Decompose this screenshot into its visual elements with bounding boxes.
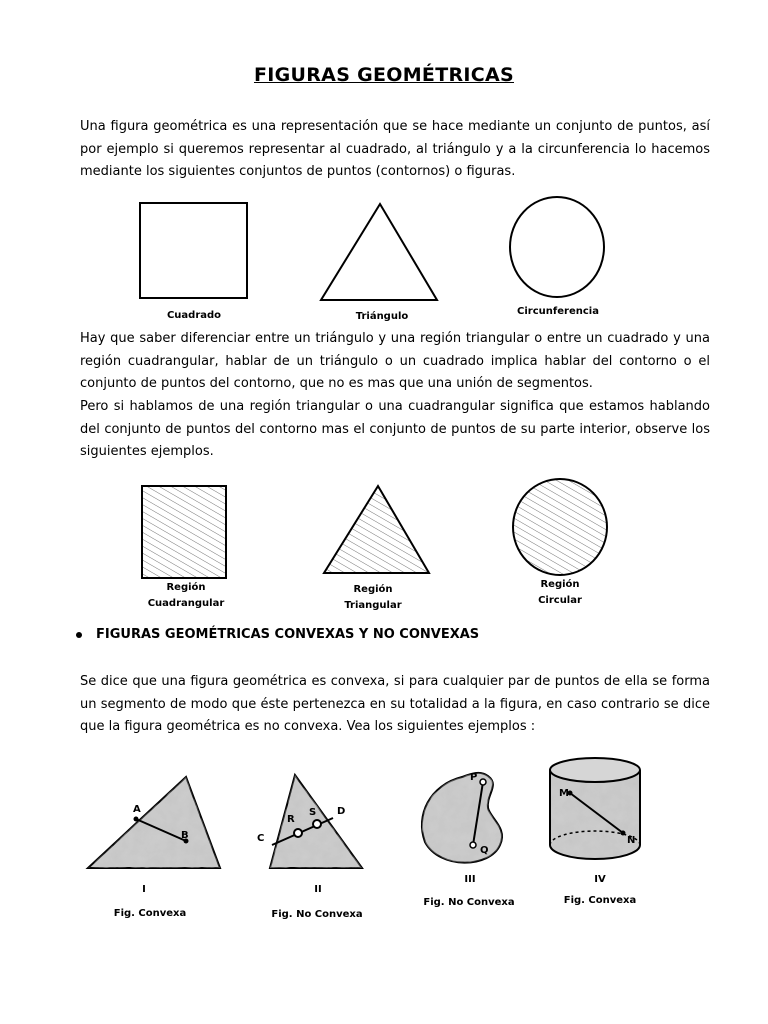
figure-i: [88, 777, 220, 868]
label-line: Triangular: [344, 600, 402, 611]
page-title: FIGURAS GEOMÉTRICAS: [253, 64, 514, 86]
label-line: Cuadrangular: [147, 598, 225, 609]
point-label: B: [181, 830, 189, 841]
label-line: Región: [540, 579, 580, 590]
section-heading: [76, 627, 479, 642]
figure-ii: [270, 775, 362, 868]
figure-caption: Fig. No Convexa: [271, 909, 363, 920]
figure-numeral: I: [142, 884, 146, 895]
point-label: Q: [480, 845, 489, 856]
square-label: Cuadrado: [166, 310, 222, 321]
point-label: S: [309, 807, 317, 818]
triangle-outline: [321, 204, 437, 300]
section-heading-text: FIGURAS GEOMÉTRICAS CONVEXAS Y NO CONVEXAS: [96, 627, 480, 642]
label-line: Región: [353, 584, 393, 595]
figure-numeral: II: [314, 884, 322, 895]
bullet-icon: [76, 632, 82, 638]
figure-caption: Fig. No Convexa: [423, 897, 515, 908]
figure-numeral: IV: [594, 874, 606, 885]
figure-iii: [422, 773, 502, 863]
point-label: N: [627, 835, 636, 846]
figure-caption: Fig. Convexa: [113, 908, 187, 919]
figure-numeral: III: [464, 874, 476, 885]
paragraph-4: Se dice que una figura geométrica es convexa, si para cualquier par de puntos de ella se forma un segmento de modo que éste pertenezca en su totalidad a la figura, en caso contrario se dice que la figura geométrica es no convexa. Vea los siguientes ejemplos :: [80, 674, 710, 734]
square-outline: [140, 203, 247, 298]
triangle-label: Triángulo: [355, 311, 409, 322]
point-label: P: [470, 772, 478, 783]
point-label: A: [133, 804, 141, 815]
intro-paragraph: Una figura geométrica es una representación que se hace mediante un conjunto de puntos, así por ejemplo si queremos representar al cuadrado, al triángulo y a la circunferencia lo hacemos mediante los siguientes conjuntos de puntos (contornos) o figuras.: [80, 119, 710, 179]
circle-region-label: [500, 577, 620, 609]
circle-label: Circunferencia: [517, 306, 599, 317]
point-label: R: [287, 814, 295, 825]
square-region: [142, 486, 226, 578]
triangle-region: [324, 486, 429, 573]
label-line: Circular: [538, 595, 582, 606]
point-label: C: [257, 833, 265, 844]
paragraph-3: Pero si hablamos de una región triangular o una cuadrangular significa que estamos hablando del conjunto de puntos del contorno mas el conjunto de puntos de su parte interior, observe los siguientes ejemplos.: [80, 399, 710, 459]
point-label: D: [337, 806, 346, 817]
point-label: M: [559, 788, 569, 799]
square-region-label: [126, 580, 246, 612]
paragraph-2: Hay que saber diferenciar entre un triángulo y una región triangular o entre un cuadrado y una región cuadrangular, hablar de un triángulo o un cuadrado implica hablar del contorno o el conjunto de puntos del contorno, que no es mas que una unión de segmentos.: [80, 331, 710, 391]
figure-caption: Fig. Convexa: [563, 895, 637, 906]
circle-outline: [510, 197, 604, 297]
triangle-region-label: [313, 582, 433, 614]
circle-region: [513, 479, 607, 575]
label-line: Región: [166, 582, 206, 593]
